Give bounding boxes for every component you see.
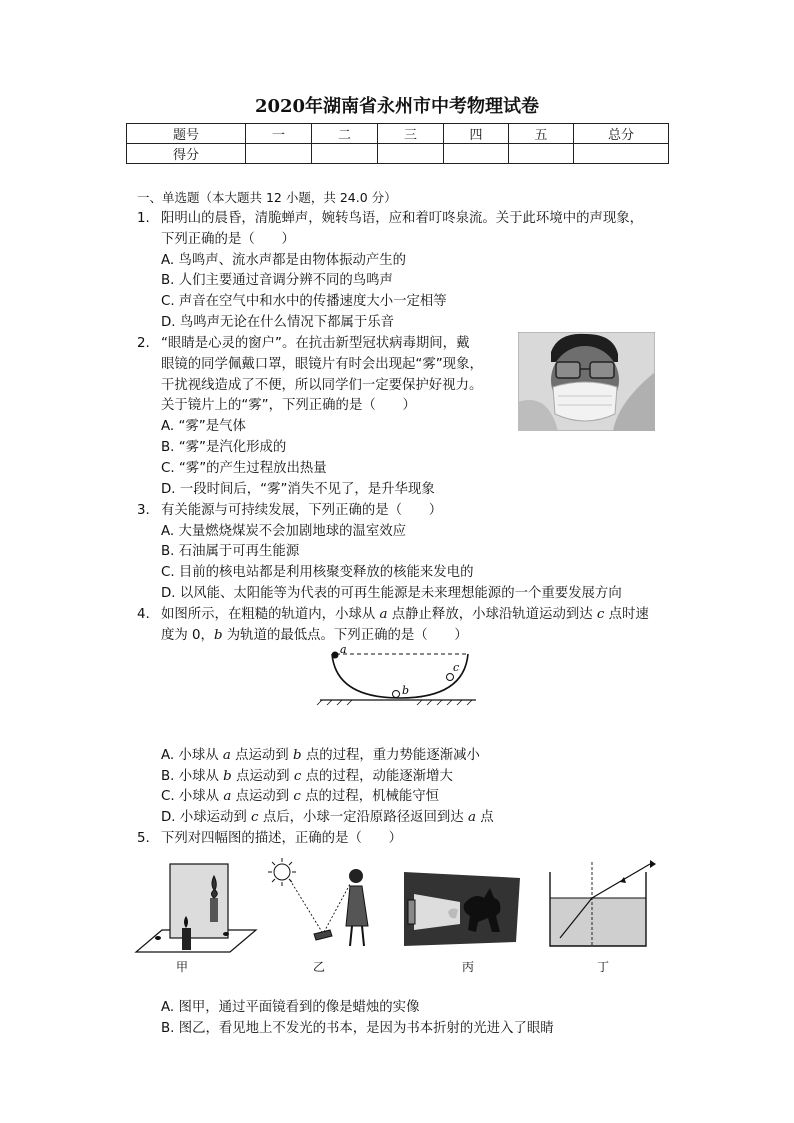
score-cell[interactable] bbox=[444, 144, 509, 164]
point-label-a: a bbox=[340, 644, 347, 656]
point-label-c: c bbox=[453, 661, 460, 674]
figure-label: 丁 bbox=[597, 960, 610, 974]
option-a: A. 小球从 a 点运动到 b 点的过程，重力势能逐渐减小 bbox=[161, 748, 480, 763]
girl-body bbox=[346, 886, 368, 926]
figure-label: 乙 bbox=[313, 960, 326, 974]
score-cell[interactable] bbox=[312, 144, 378, 164]
score-header-cell: 题号 bbox=[127, 124, 246, 144]
plane-mirror bbox=[170, 864, 228, 938]
option-d: D. 一段时间后，“雾”消失不见了，是升华现象 bbox=[161, 482, 435, 497]
question-stem: 度为 0，b 为轨道的最低点。下列正确的是（ ） bbox=[161, 628, 468, 643]
question-stem: 眼镜的同学佩戴口罩，眼镜片有时会出现起“雾”现象， bbox=[161, 357, 483, 372]
section-heading: 一、单选题（本大题共 12 小题，共 24.0 分） bbox=[137, 190, 397, 205]
figure-label: 甲 bbox=[176, 960, 189, 974]
figure-jia-mirror-candle bbox=[134, 858, 264, 956]
ball-b bbox=[393, 691, 400, 698]
score-row-label: 得分 bbox=[127, 144, 246, 164]
eye-icon bbox=[650, 860, 656, 868]
option-b: B. “雾”是汽化形成的 bbox=[161, 440, 287, 455]
option-a: A. 鸟鸣声、流水声都是由物体振动产生的 bbox=[161, 253, 407, 268]
track-diagram bbox=[312, 644, 482, 720]
figure-label: 丙 bbox=[462, 960, 475, 974]
book bbox=[314, 930, 332, 940]
ball-c bbox=[447, 674, 454, 681]
score-cell[interactable] bbox=[574, 144, 669, 164]
option-c: C. 小球从 a 点运动到 c 点的过程，机械能守恒 bbox=[161, 789, 440, 804]
option-b: B. 图乙，看见地上不发光的书本，是因为书本折射的光进入了眼睛 bbox=[161, 1021, 554, 1036]
ball-a bbox=[332, 652, 339, 659]
girl-head bbox=[349, 869, 363, 883]
score-table-header-row bbox=[127, 124, 669, 144]
masked-student-photo bbox=[518, 332, 655, 431]
question-number: 3. bbox=[137, 503, 150, 518]
option-c: C. “雾”的产生过程放出热量 bbox=[161, 461, 327, 476]
figure-yi-sun-book-girl bbox=[266, 856, 384, 956]
question-number: 5. bbox=[137, 831, 150, 846]
score-cell[interactable] bbox=[378, 144, 444, 164]
option-d: D. 小球运动到 c 点后，小球一定沿原路径返回到达 a 点 bbox=[161, 810, 494, 825]
score-cell[interactable] bbox=[246, 144, 312, 164]
option-b: B. 小球从 b 点运动到 c 点的过程，动能逐渐增大 bbox=[161, 769, 453, 784]
curved-track bbox=[332, 654, 468, 698]
figure-bing-shadow-play bbox=[404, 872, 520, 946]
sun-icon bbox=[268, 858, 296, 886]
question-stem: 阳明山的晨昏，清脆蝉声，婉转鸟语，应和着叮咚泉流。关于此环境中的声现象， bbox=[161, 211, 644, 226]
score-header-cell: 二 bbox=[312, 124, 378, 144]
candle bbox=[182, 928, 191, 950]
score-table bbox=[126, 123, 669, 164]
option-a: A. “雾”是气体 bbox=[161, 419, 246, 434]
question-stem: 关于镜片上的“雾”，下列正确的是（ ） bbox=[161, 398, 416, 413]
score-header-cell: 四 bbox=[444, 124, 509, 144]
score-header-cell: 五 bbox=[509, 124, 574, 144]
question-stem: 如图所示，在粗糙的轨道内，小球从 a 点静止释放，小球沿轨道运动到达 c 点时速 bbox=[161, 607, 649, 622]
question-stem: 下列对四幅图的描述，正确的是（ ） bbox=[161, 831, 403, 846]
option-d: D. 鸟鸣声无论在什么情况下都属于乐音 bbox=[161, 315, 395, 330]
question-number: 1. bbox=[137, 211, 150, 226]
option-a: A. 图甲，通过平面镜看到的像是蜡烛的实像 bbox=[161, 1000, 420, 1015]
option-a: A. 大量燃烧煤炭不会加剧地球的温室效应 bbox=[161, 524, 407, 539]
light-source bbox=[408, 900, 415, 924]
score-header-cell: 三 bbox=[378, 124, 444, 144]
question-number: 4. bbox=[137, 607, 150, 622]
option-c: C. 声音在空气中和水中的传播速度大小一定相等 bbox=[161, 294, 447, 309]
water bbox=[550, 898, 646, 946]
score-header-cell: 一 bbox=[246, 124, 312, 144]
option-d: D. 以风能、太阳能等为代表的可再生能源是未来理想能源的一个重要发展方向 bbox=[161, 586, 622, 601]
page-title: 2020年湖南省永州市中考物理试卷 bbox=[254, 96, 540, 117]
question-stem: 有关能源与可持续发展，下列正确的是（ ） bbox=[161, 503, 443, 518]
question-number: 2. bbox=[137, 336, 150, 351]
question-stem: 下列正确的是（ ） bbox=[161, 232, 295, 247]
question-stem: 干扰视线造成了不便，所以同学们一定要保护好视力。 bbox=[161, 378, 483, 393]
point-label-b: b bbox=[402, 684, 410, 697]
question-stem: “眼睛是心灵的窗户”。在抗击新型冠状病毒期间，戴 bbox=[161, 336, 470, 351]
option-b: B. 石油属于可再生能源 bbox=[161, 544, 300, 559]
score-header-cell: 总分 bbox=[574, 124, 669, 144]
score-table-score-row bbox=[127, 144, 669, 164]
option-c: C. 目前的核电站都是利用核聚变释放的核能来发电的 bbox=[161, 565, 474, 580]
figure-ding-refraction bbox=[546, 858, 658, 950]
score-cell[interactable] bbox=[509, 144, 574, 164]
option-b: B. 人们主要通过音调分辨不同的鸟鸣声 bbox=[161, 273, 393, 288]
